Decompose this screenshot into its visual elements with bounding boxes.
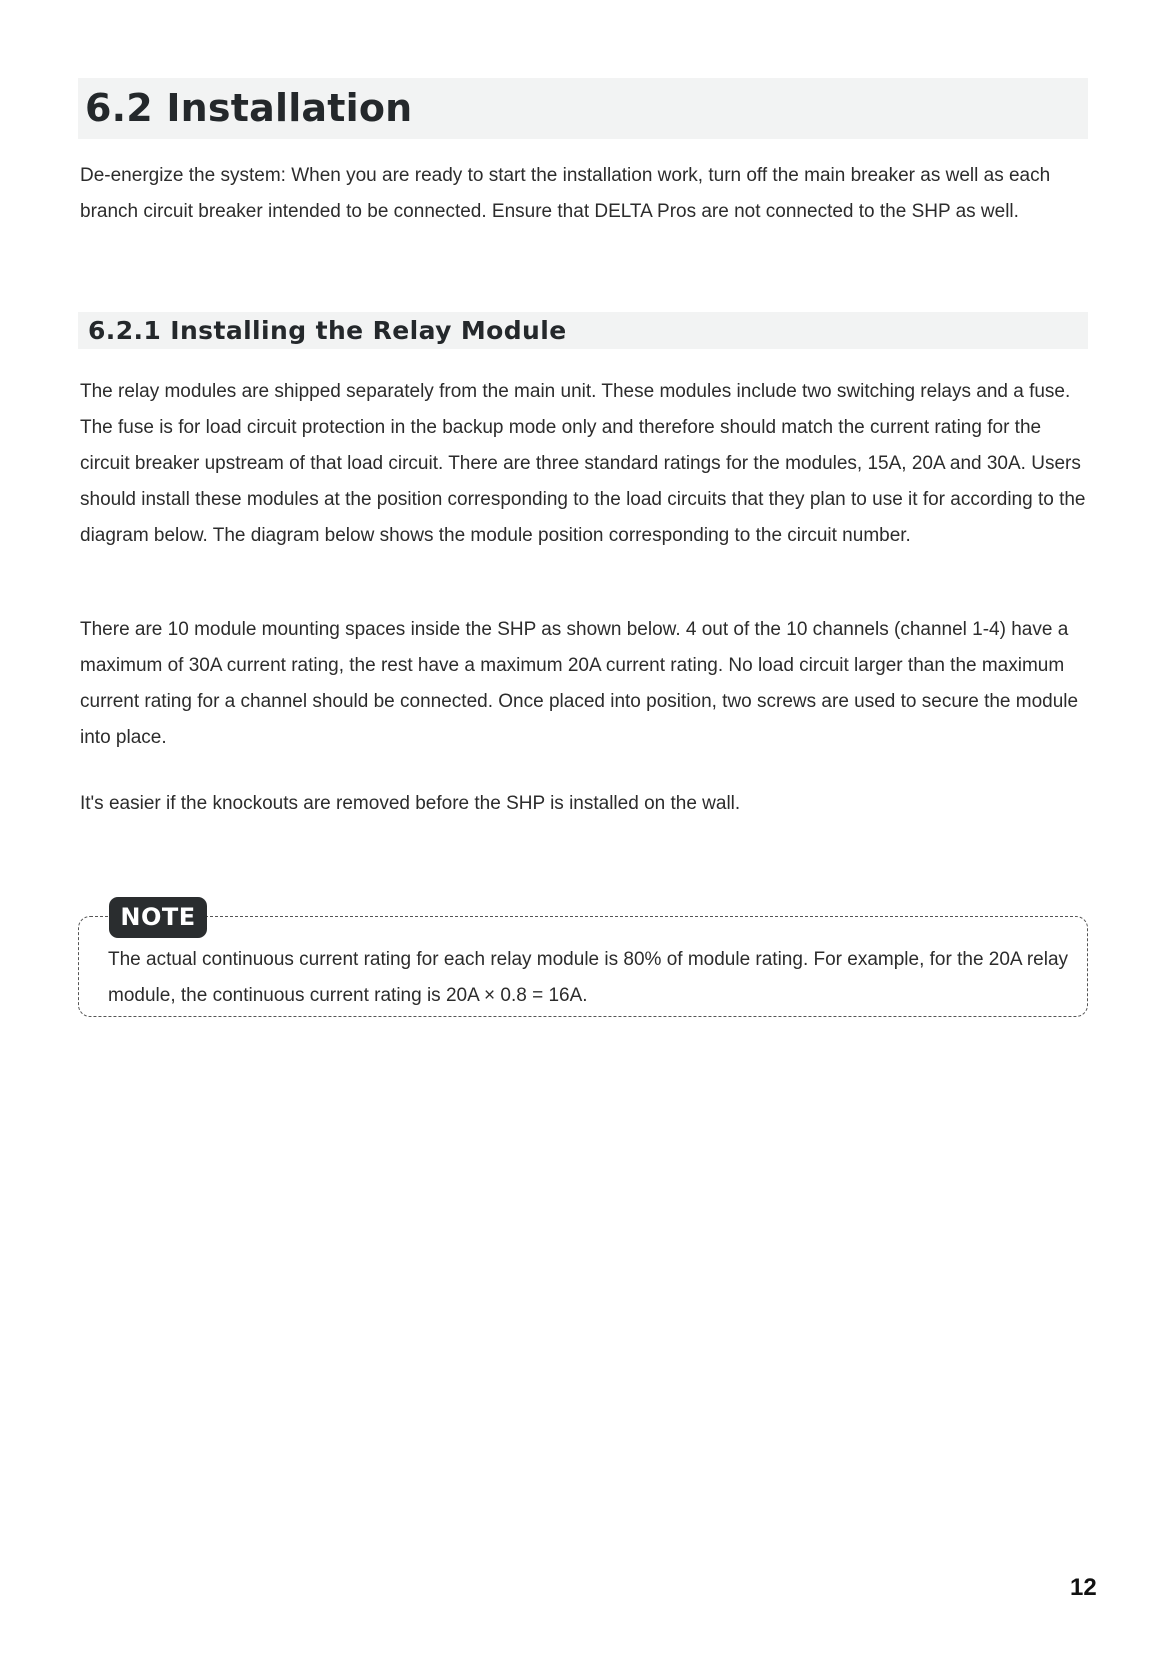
knockouts-paragraph: It's easier if the knockouts are removed before the SHP is installed on the wall. [80,793,741,814]
subsection-title: 6.2.1 Installing the Relay Module [78,312,1088,349]
intro-paragraph: De-energize the system: When you are ready to start the installation work, turn off the main breaker as well as each branch circuit breaker intended to be connected. Ensure that DELTA Pros are not connected to the SHP as well. [80,165,1051,222]
relay-module-paragraph: The relay modules are shipped separately from the main unit. These modules include two switching relays and a fuse. The fuse is for load circuit protection in the backup mode only and therefore should match the current rating for the circuit breaker upstream of that load circuit. There are three standard ratings for the modules, 15A, 20A and 30A. Users should install these modules at the position corresponding to the load circuits that they plan to use it for according to the diagram below. The diagram below shows the module position corresponding to the circuit number. [80,381,1086,546]
note-label: NOTE [109,897,207,938]
mounting-spaces-paragraph: There are 10 module mounting spaces inside the SHP as shown below. 4 out of the 10 channels (channel 1-4) have a maximum of 30A current rating, the rest have a maximum 20A current rating. No load circuit larger than the maximum current rating for a channel should be connected. Once placed into position, two screws are used to secure the module into place. [80,619,1079,748]
page-number: 12 [1070,1574,1097,1601]
note-text: The actual continuous current rating for each relay module is 80% of module rating. For example, for the 20A relay module, the continuous current rating is 20A × 0.8 = 16A. [108,949,1069,1006]
section-title: 6.2 Installation [78,78,1088,139]
